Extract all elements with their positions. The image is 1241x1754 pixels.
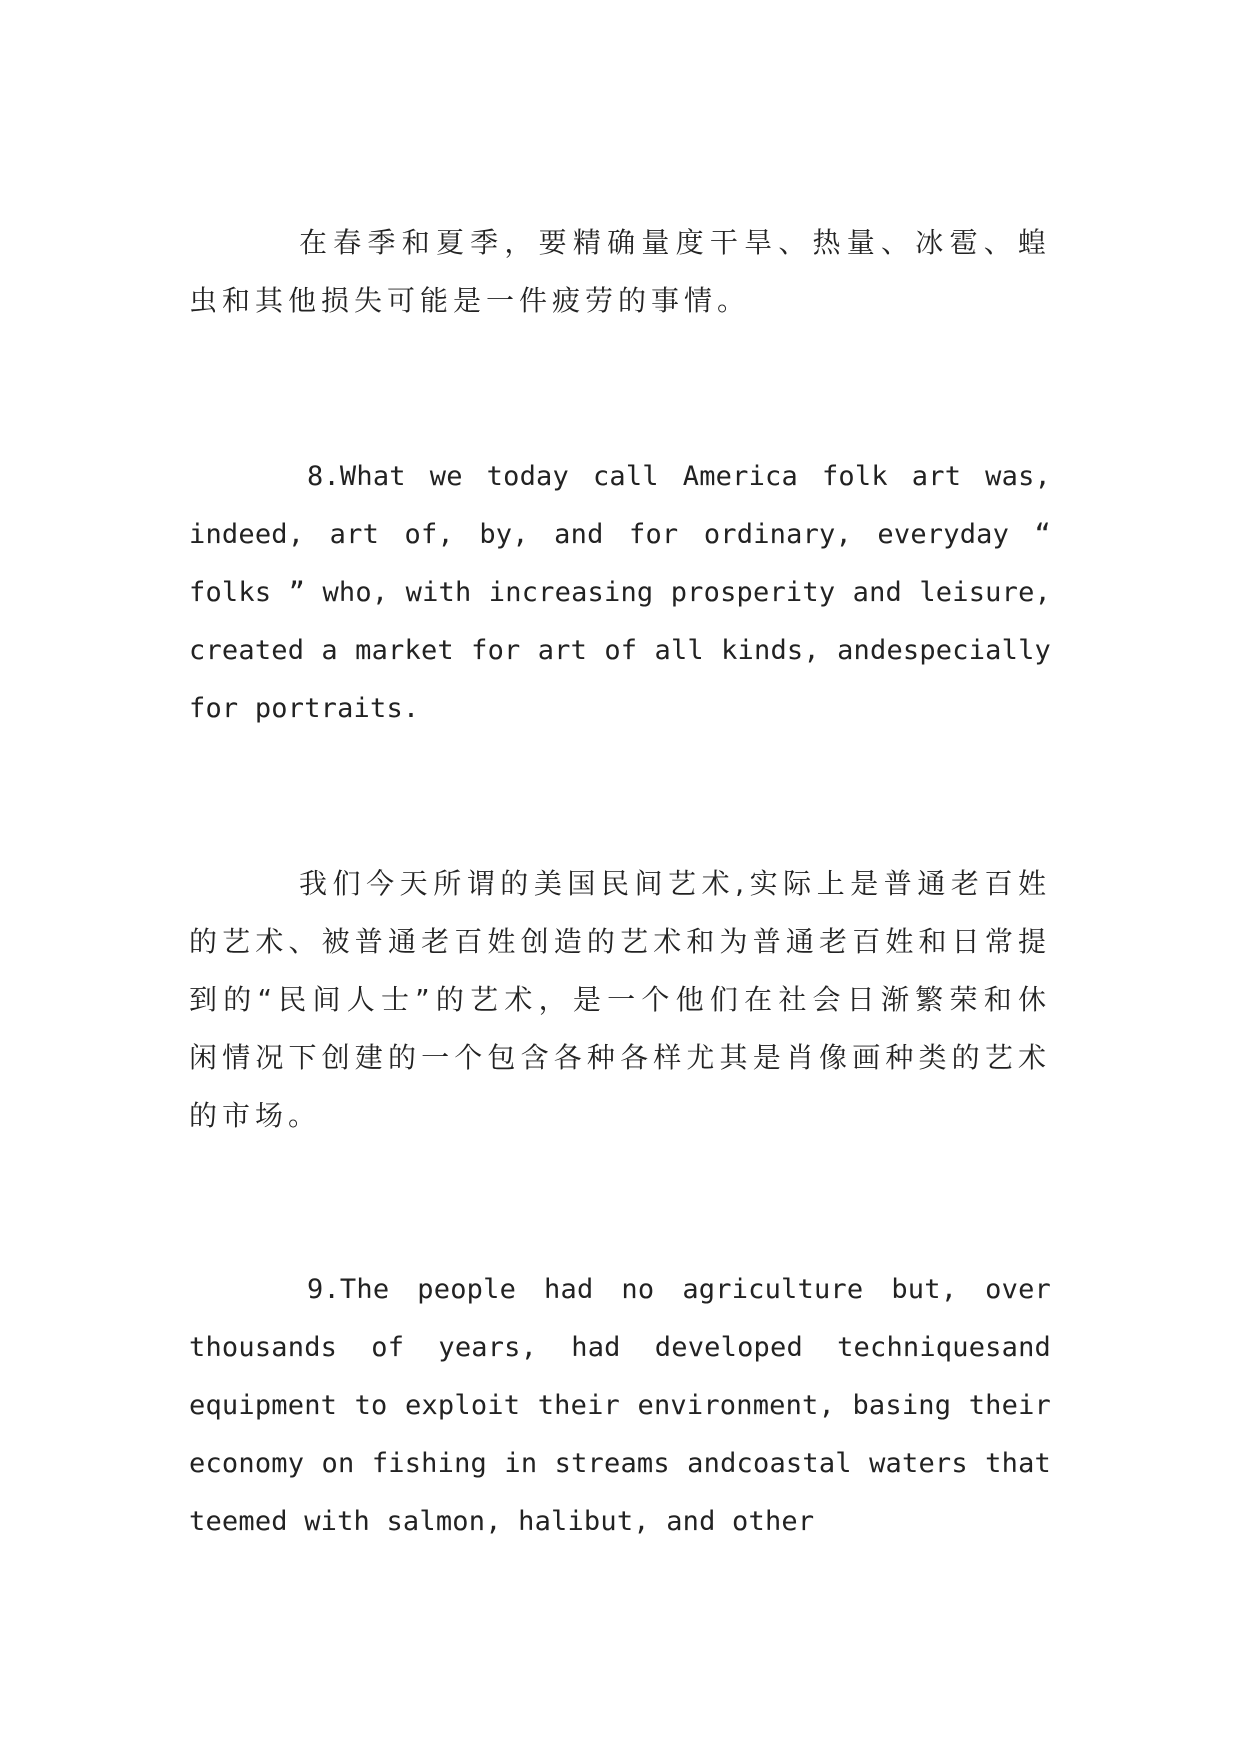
paragraph-chinese-translation-7: 在春季和夏季，要精确量度干旱、热量、冰雹、蝗虫和其他损失可能是一件疲劳的事情。 bbox=[189, 226, 1051, 317]
paragraph-english-sentence-9: 9.The people had no agriculture but, over thousands of years, had developed techniquesand equipment to exploit their environment, basing their economy on fishing in streams andcoastal waters that teemed with salmon, halibut, and other bbox=[189, 1274, 1051, 1537]
paragraph-english-sentence-8: 8.What we today call America folk art was, indeed, art of, by, and for ordinary, everyday “ folks ” who, with increasing prosperity and leisure, created a market for art of all kinds, andespecially for portraits. bbox=[189, 461, 1051, 724]
paragraph-chinese-translation-8: 我们今天所谓的美国民间艺术,实际上是普通老百姓的艺术、被普通老百姓创造的艺术和为普通老百姓和日常提到的“民间人士”的艺术，是一个他们在社会日渐繁荣和休闲情况下创建的一个包含各种各样尤其是肖像画种类的艺术的市场。 bbox=[189, 867, 1051, 1132]
